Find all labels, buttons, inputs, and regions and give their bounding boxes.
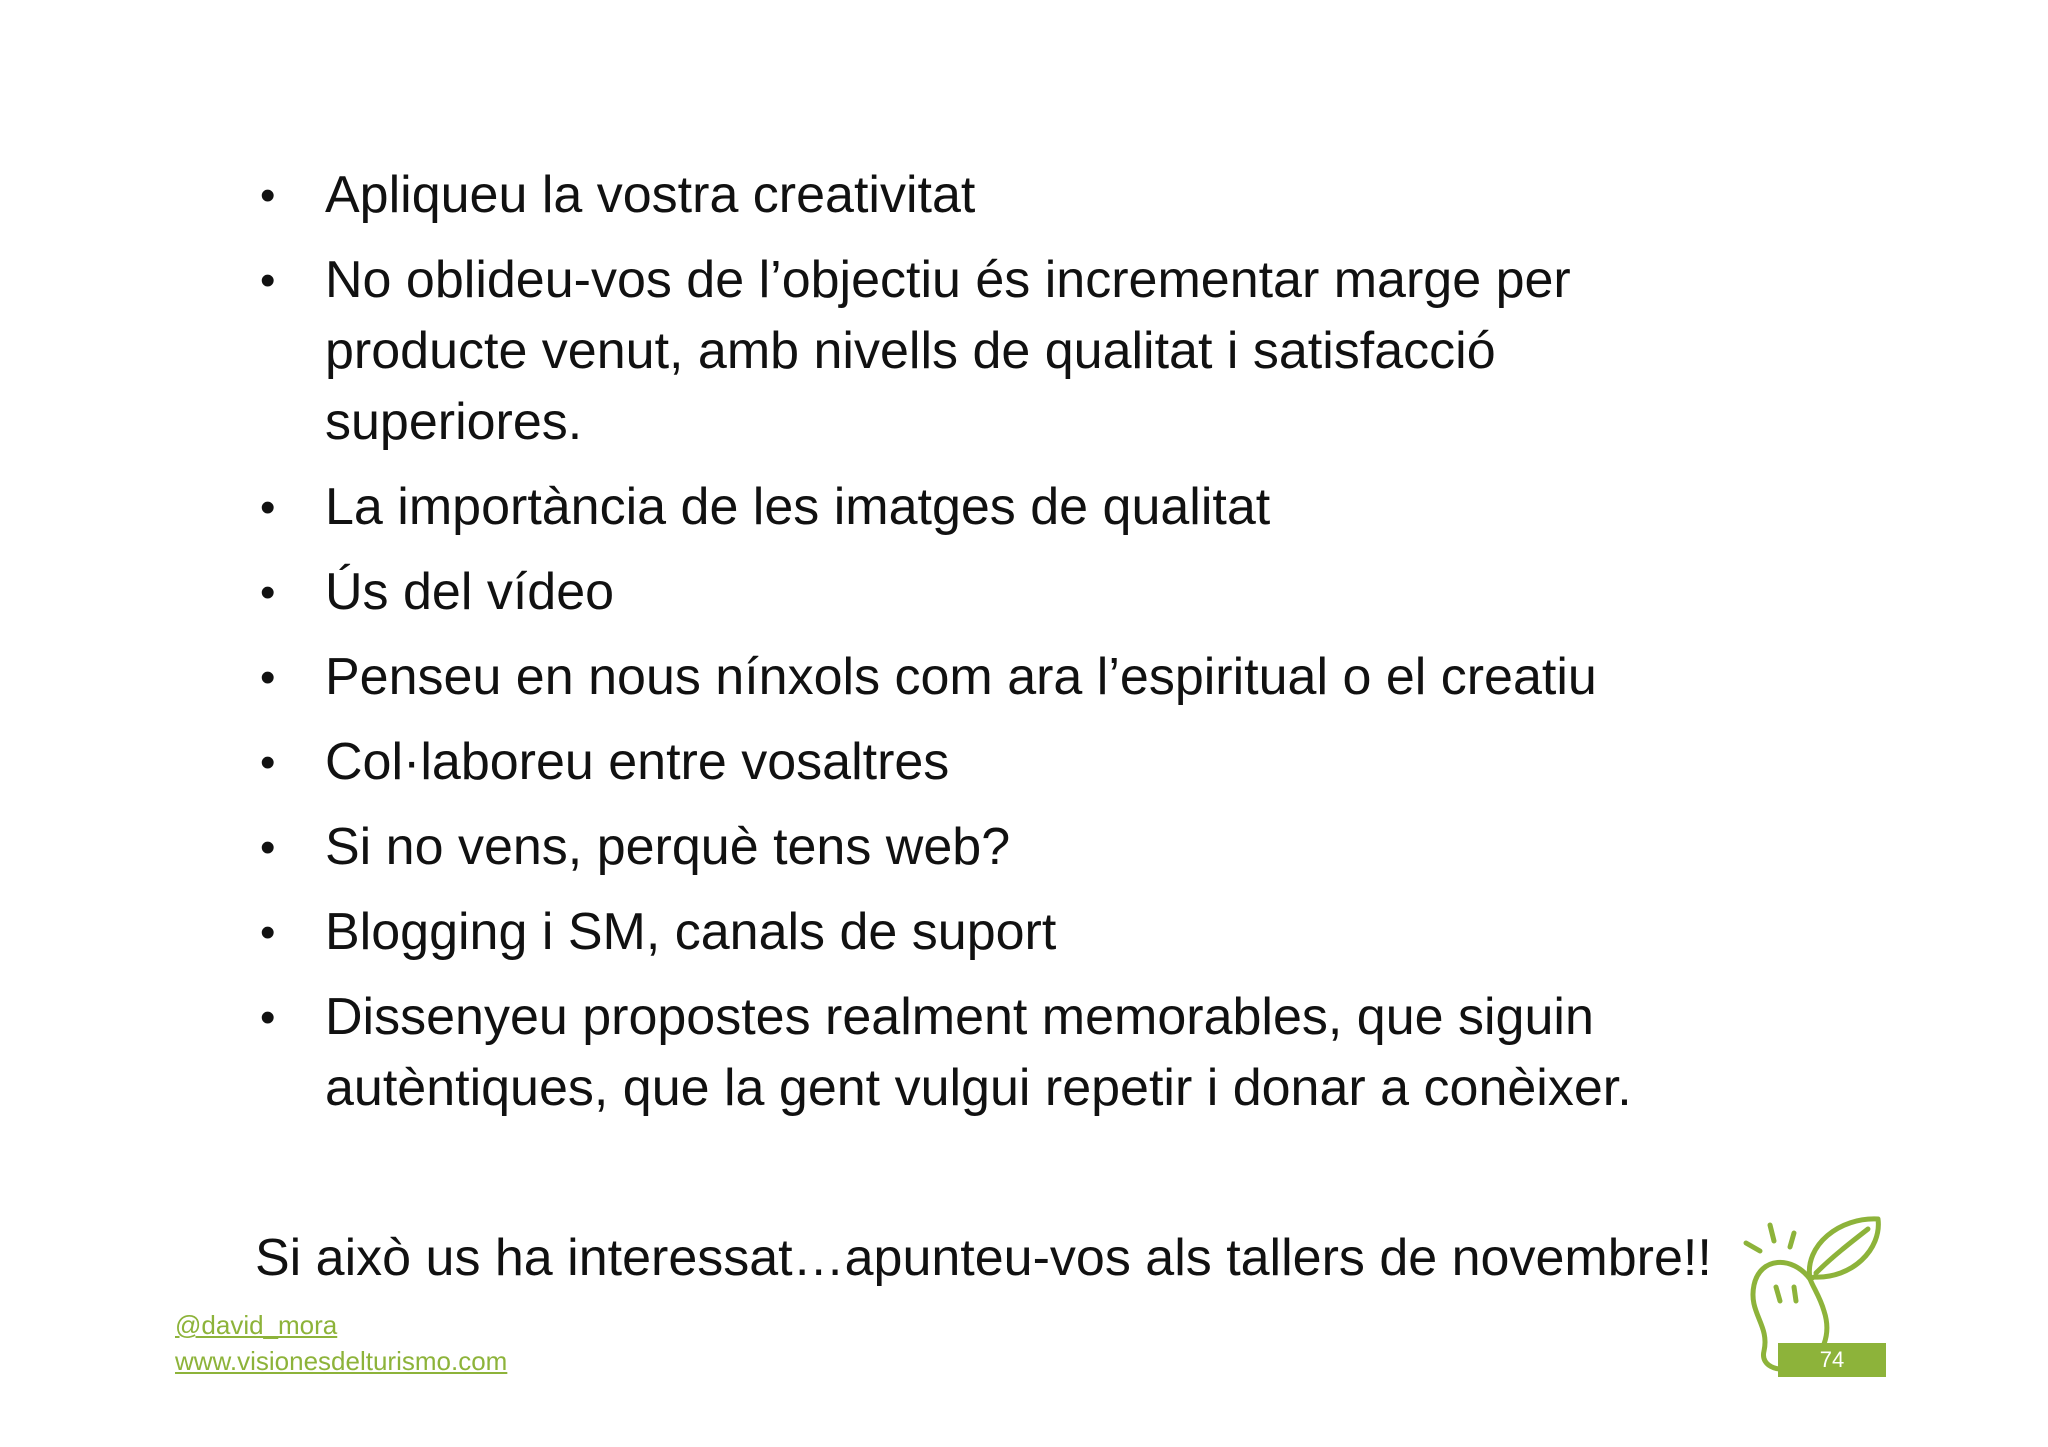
bullet-item xyxy=(255,642,1755,713)
bullet-text: Penseu en nous nínxols com ara l’espiritual o el creatiu xyxy=(325,648,1597,706)
bullet-text: Ús del vídeo xyxy=(325,563,615,621)
bullet-item xyxy=(255,812,1755,883)
bullet-item xyxy=(255,557,1755,628)
bullet-text: No oblideu-vos de l’objectiu és incrementar marge per producte venut, amb nivells de qualitat i satisfacció superiores. xyxy=(325,251,1571,451)
bullet-item xyxy=(255,897,1755,968)
bullet-item xyxy=(255,160,1755,231)
bullet-dot: • xyxy=(260,908,276,957)
bullet-dot: • xyxy=(260,171,276,220)
page-number: 74 xyxy=(1778,1343,1886,1377)
bullet-item xyxy=(255,982,1755,1124)
bullet-text: Dissenyeu propostes realment memorables, que siguin autèntiques, que la gent vulgui repetir i donar a conèixer. xyxy=(325,988,1632,1117)
bullet-text: Apliqueu la vostra creativitat xyxy=(325,166,976,224)
bullet-dot: • xyxy=(260,738,276,787)
bullet-item xyxy=(255,472,1755,543)
bullet-dot: • xyxy=(260,823,276,872)
closing-text: Si això us ha interessat…apunteu-vos als tallers de novembre!! xyxy=(255,1229,1712,1287)
bullet-list xyxy=(255,160,1755,1138)
bullet-text: Si no vens, perquè tens web? xyxy=(325,818,1011,876)
footer-links xyxy=(175,1307,507,1379)
bullet-item xyxy=(255,727,1755,798)
bullet-dot: • xyxy=(260,256,276,305)
bullet-text: La importància de les imatges de qualitat xyxy=(325,478,1271,536)
bullet-text: Col·laboreu entre vosaltres xyxy=(325,733,950,791)
bullet-dot: • xyxy=(260,993,276,1042)
bullet-dot: • xyxy=(260,568,276,617)
twitter-link[interactable]: @david_mora xyxy=(175,1310,338,1340)
bullet-dot: • xyxy=(260,483,276,532)
bullet-item xyxy=(255,245,1755,458)
bullet-dot: • xyxy=(260,653,276,702)
website-link[interactable]: www.visionesdelturismo.com xyxy=(175,1346,508,1376)
bullet-text: Blogging i SM, canals de suport xyxy=(325,903,1057,961)
